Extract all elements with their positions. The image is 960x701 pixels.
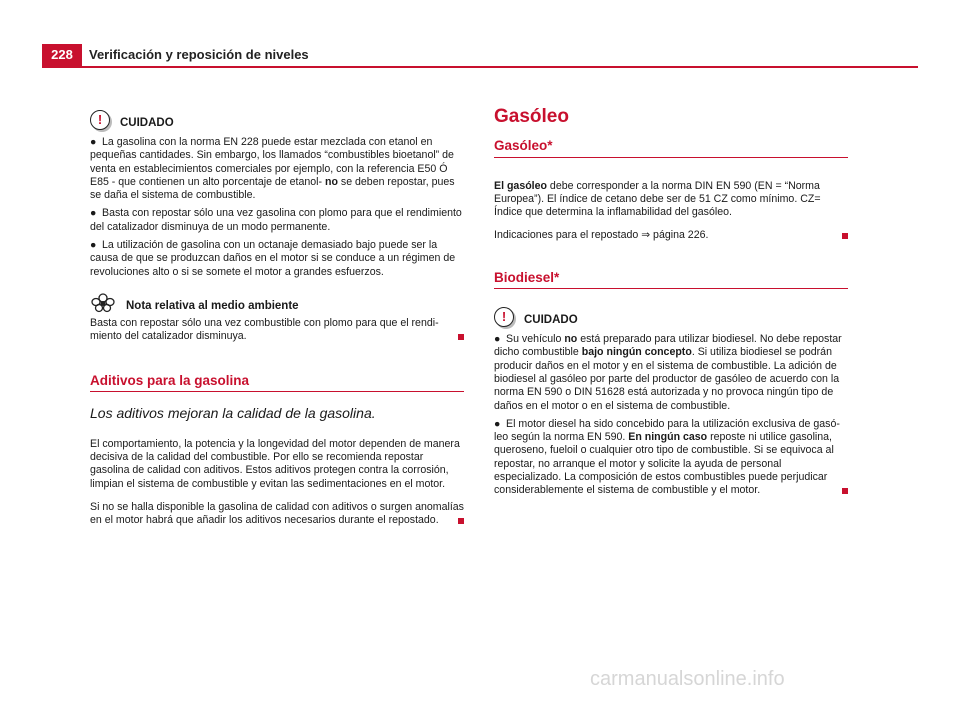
caution-bullet-2: ● Basta con repostar sólo una vez gasolina con plomo para que el rendimiento del catalizador disminuya de un modo permanente.	[90, 207, 462, 233]
page-header	[42, 44, 918, 68]
main-title-gasoleo: Gasóleo	[494, 106, 569, 127]
section-title-biodiesel: Biodiesel*	[494, 271, 848, 289]
diesel-paragraph-2: Indicaciones para el repostado ⇒ página 226.	[494, 229, 848, 242]
section-title-additives: Aditivos para la gasolina	[90, 374, 464, 392]
bullet-dot: ●	[494, 417, 501, 430]
chapter-title: Verificación y reposición de niveles	[89, 47, 309, 62]
page-number: 228	[42, 44, 82, 66]
additives-intro: Los aditivos mejoran la calidad de la gasolina.	[90, 404, 376, 421]
caution-bullet-3: ● La utilización de gasolina con un octanaje demasiado bajo puede ser la causa de que se produzcan daños en el motor si se conduce a un régimen de revoluciones alto o si se somete el motor a grandes esfuerzos.	[90, 239, 456, 278]
section-title-gasoleo: Gasóleo*	[494, 139, 848, 157]
right-column	[494, 106, 848, 503]
end-square-icon	[458, 334, 464, 340]
caution-heading	[90, 110, 464, 130]
biodiesel-bullet-2: ● El motor diesel ha sido concebido para la utilización exclusiva de gasóleo según la norma EN 590. En ningún caso reposte ni utilice gasolina, queroseno, fueloil o cualquier otro tipo de combustible. Si se equivoca al repostar, no arranque el motor y solicite la ayuda de personal especializado. La composición de estos combustibles puede perjudicar considerablemente el sistema de combustible y el motor.	[494, 418, 848, 498]
end-square-icon	[842, 233, 848, 239]
caution-bullet-1: ● La gasolina con la norma EN 228 puede estar mezclada con etanol en pequeñas cantidades. Sin embargo, los llamados “combustibles bioetanol” de venta en establecimientos comerciales por ejemplo, con la referencia E50 Ó E85 - que contienen un alto porcentaje de etanol- no se deben repostar, pues se daña el sistema de combustible.	[90, 136, 455, 202]
exclamation-circle-icon: !	[90, 110, 110, 130]
bullet-dot: ●	[90, 239, 97, 252]
biodiesel-bullet-1: ● Su vehículo no está preparado para utilizar biodiesel. No debe repostar dicho combustible bajo ningún concepto. Si utiliza biodiesel se podrán producir daños en el motor y en el sistema de combustible. La adición de biodiesel al gasóleo por parte del productor de gasóleo de acuerdo con la norma EN 590 o DIN 51628 está autorizada y no provoca ningún tipo de daños en el motor o en el sistema de combustible.	[494, 333, 842, 412]
env-note-title: Nota relativa al medio ambiente	[126, 299, 299, 312]
end-square-icon	[458, 518, 464, 524]
env-note-heading	[90, 293, 464, 313]
flower-icon	[90, 293, 116, 313]
env-note-text: Basta con repostar sólo una vez combustible con plomo para que el rendimiento del catalizador disminuya.	[90, 317, 464, 344]
biodiesel-caution-heading	[494, 307, 848, 327]
left-column	[90, 110, 464, 538]
additives-paragraph-2: Si no se halla disponible la gasolina de calidad con aditivos o surgen anomalías en el motor habrá que añadir los aditivos necesarios durante el repostado.	[90, 501, 464, 527]
diesel-paragraph-1: El gasóleo debe corresponder a la norma DIN EN 590 (EN = “Norma Europea”). El índice de cetano debe ser de 51 CZ como mínimo. CZ= Índice que determina la inflamabilidad del gasóleo.	[494, 179, 821, 219]
bullet-dot: ●	[90, 207, 97, 220]
bullet-dot: ●	[90, 136, 97, 148]
bullet-dot: ●	[494, 333, 501, 346]
end-square-icon	[842, 488, 848, 494]
caution-title: CUIDADO	[120, 116, 174, 129]
caution-title: CUIDADO	[524, 313, 578, 326]
watermark: carmanualsonline.info	[590, 668, 785, 690]
exclamation-circle-icon: !	[494, 307, 514, 327]
additives-paragraph-1: El comportamiento, la potencia y la longevidad del motor dependen de manera decisiva de la calidad del combustible. Por ello se recomienda repostar gasolina de calidad con aditivos. Estos aditivos protegen contra la corrosión, limpian el sistema de combustible y evitan las sedimentaciones en el motor.	[90, 437, 460, 490]
